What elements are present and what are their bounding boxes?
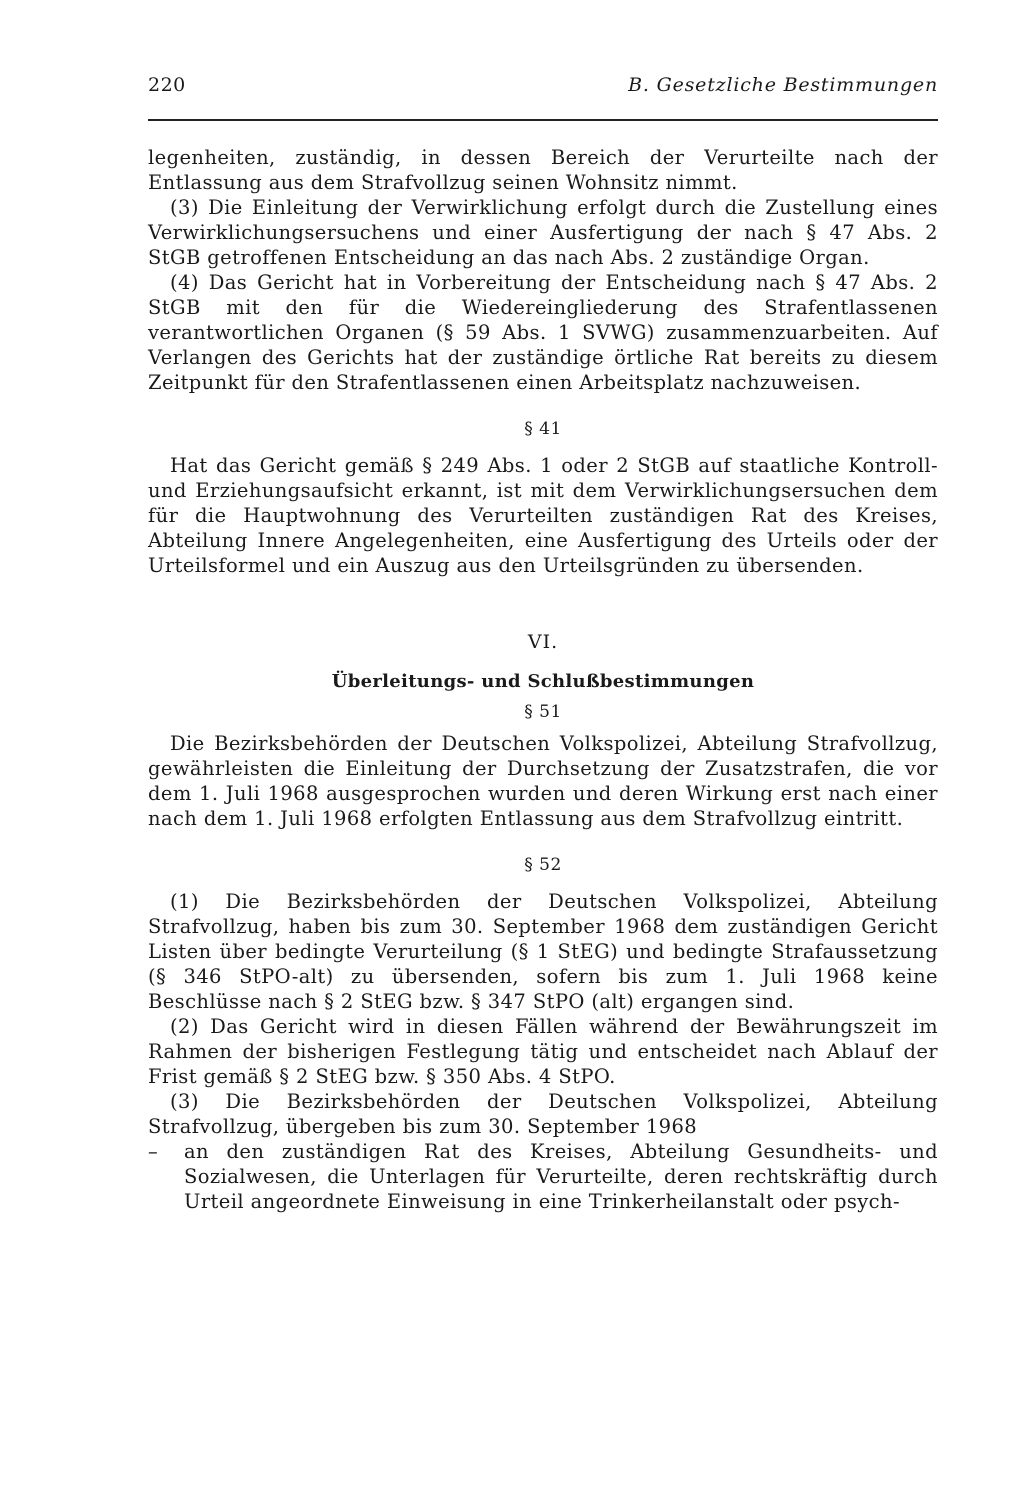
dash-list-item: [148, 1139, 938, 1214]
chapter-number: VI.: [527, 631, 559, 653]
section-41-heading: § 41: [524, 419, 562, 439]
dash-marker: –: [148, 1140, 159, 1163]
section-52-paragraph-2: (2) Das Gericht wird in diesen Fällen während der Bewährungszeit im Rahmen der bisherigen Festlegung tätig und entscheidet nach Ablauf der Frist gemäß § 2 StEG bzw. § 350 Abs. 4 StPO.: [148, 1015, 938, 1088]
page-number: 220: [148, 74, 186, 96]
dash-item-text: an den zuständigen Rat des Kreises, Abteilung Gesundheits- und Sozialwesen, die Unterlagen für Verurteilte, deren rechtskräftig durch Urteil angeordnete Einweisung in eine Trinkerheilanstalt oder psych-: [184, 1140, 938, 1213]
section-52-heading: § 52: [524, 855, 562, 875]
paragraph-continuation: legenheiten, zuständig, in dessen Bereich der Verurteilte nach der Entlassung aus dem Strafvollzug seinen Wohnsitz nimmt.: [148, 146, 938, 194]
chapter-title: Überleitungs- und Schlußbestimmungen: [331, 671, 755, 692]
header-rule: [148, 119, 938, 121]
section-41-text: Hat das Gericht gemäß § 249 Abs. 1 oder 2 StGB auf staatliche Kontroll- und Erziehungsaufsicht erkannt, ist mit dem Verwirklichungsersuchen dem für die Hauptwohnung des Verurteilten zuständigen Rat des Kreises, Abteilung Innere Angelegenheiten, eine Ausfertigung des Urteils oder der Urteilsformel und ein Auszug aus den Urteilsgründen zu übersenden.: [148, 454, 938, 577]
page-body: [148, 145, 938, 1214]
section-52-paragraph-3: (3) Die Bezirksbehörden der Deutschen Volkspolizei, Abteilung Strafvollzug, übergeben bis zum 30. September 1968: [148, 1090, 938, 1138]
section-51-text: Die Bezirksbehörden der Deutschen Volkspolizei, Abteilung Strafvollzug, gewährleisten die Einleitung der Durchsetzung der Zusatzstrafen, die vor dem 1. Juli 1968 ausgesprochen wurden und deren Wirkung erst nach einer nach dem 1. Juli 1968 erfolgten Entlassung aus dem Strafvollzug eintritt.: [148, 732, 938, 830]
paragraph-3: (3) Die Einleitung der Verwirklichung erfolgt durch die Zustellung eines Verwirklichungsersuchens und einer Ausfertigung der nach § 47 Abs. 2 StGB getroffenen Entscheidung an das nach Abs. 2 zuständige Organ.: [148, 196, 938, 269]
page-header: [148, 74, 938, 108]
section-52-paragraph-1: (1) Die Bezirksbehörden der Deutschen Volkspolizei, Abteilung Strafvollzug, haben bis zum 30. September 1968 dem zuständigen Gericht Listen über bedingte Verurteilung (§ 1 StEG) und bedingte Strafaussetzung (§ 346 StPO-alt) zu übersenden, sofern bis zum 1. Juli 1968 keine Beschlüsse nach § 2 StEG bzw. § 347 StPO (alt) ergangen sind.: [148, 890, 938, 1013]
paragraph-4: (4) Das Gericht hat in Vorbereitung der Entscheidung nach § 47 Abs. 2 StGB mit den für die Wiedereingliederung des Strafentlassenen verantwortlichen Organen (§ 59 Abs. 1 SVWG) zusammenzuarbeiten. Auf Verlangen des Gerichts hat der zuständige örtliche Rat bereits zu diesem Zeitpunkt für den Strafentlassenen einen Arbeitsplatz nachzuweisen.: [148, 271, 938, 394]
running-title: B. Gesetzliche Bestimmungen: [628, 74, 938, 96]
section-51-heading: § 51: [524, 702, 562, 722]
